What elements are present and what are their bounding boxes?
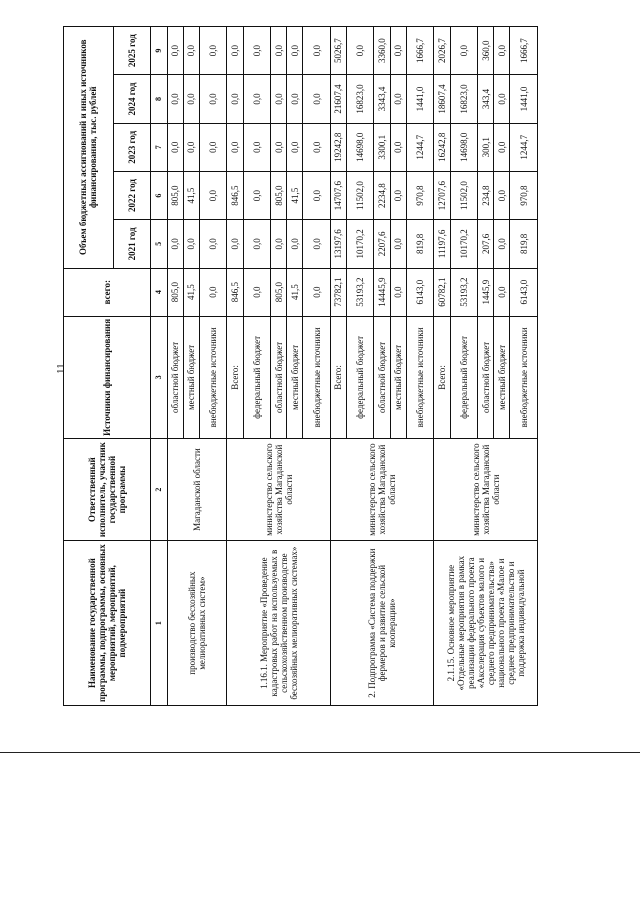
year-value-cell: 0,0 — [270, 220, 286, 268]
year-value-cell: 0,0 — [183, 220, 199, 268]
column-number-cell: 5 — [151, 220, 167, 268]
year-value-cell: 0,0 — [199, 220, 226, 268]
header-year-cell: 2025 год — [113, 27, 150, 75]
program-name-cell: производство бесхозяйных мелиоративных систем» — [167, 541, 227, 706]
year-value-cell: 14707,6 — [330, 171, 346, 219]
year-value-cell: 2026,7 — [434, 27, 450, 75]
funding-source-cell: местный бюджет — [390, 316, 406, 438]
year-value-cell: 0,0 — [199, 171, 226, 219]
funding-source-cell: федеральный бюджет — [243, 316, 270, 438]
funding-source-cell: местный бюджет — [287, 316, 303, 438]
column-numbers-row — [151, 27, 167, 706]
year-value-cell: 3300,1 — [374, 123, 390, 171]
column-number-cell: 3 — [151, 316, 167, 438]
year-value-cell: 0,0 — [183, 75, 199, 123]
total-value-cell: 805,0 — [167, 268, 183, 316]
year-value-cell: 0,0 — [167, 123, 183, 171]
year-value-cell: 11502,0 — [347, 171, 374, 219]
year-value-cell: 970,8 — [406, 171, 433, 219]
year-value-cell: 343,4 — [477, 75, 493, 123]
funding-source-cell: федеральный бюджет — [347, 316, 374, 438]
year-value-cell: 18607,4 — [434, 75, 450, 123]
header-year-cell: 2023 год — [113, 123, 150, 171]
year-value-cell: 0,0 — [494, 123, 510, 171]
year-value-cell: 0,0 — [167, 220, 183, 268]
year-value-cell: 0,0 — [303, 171, 330, 219]
table-row — [227, 27, 243, 706]
year-value-cell: 0,0 — [183, 27, 199, 75]
year-value-cell: 16823,0 — [450, 75, 477, 123]
total-value-cell: 6143,0 — [406, 268, 433, 316]
funding-source-cell: федеральный бюджет — [450, 316, 477, 438]
year-value-cell: 0,0 — [494, 171, 510, 219]
year-value-cell: 3360,0 — [374, 27, 390, 75]
year-value-cell: 0,0 — [303, 75, 330, 123]
year-value-cell: 0,0 — [494, 75, 510, 123]
total-value-cell: 73782,1 — [330, 268, 346, 316]
year-value-cell: 3343,4 — [374, 75, 390, 123]
column-number-cell: 4 — [151, 268, 167, 316]
year-value-cell: 1666,7 — [510, 27, 538, 75]
year-value-cell: 0,0 — [390, 27, 406, 75]
funding-source-cell: Всего: — [330, 316, 346, 438]
year-value-cell: 21607,4 — [330, 75, 346, 123]
year-value-cell: 819,8 — [510, 220, 538, 268]
column-number-cell: 2 — [151, 438, 167, 540]
funding-source-cell: областной бюджет — [167, 316, 183, 438]
year-value-cell: 0,0 — [390, 220, 406, 268]
year-value-cell: 2207,6 — [374, 220, 390, 268]
funding-source-cell: местный бюджет — [183, 316, 199, 438]
year-value-cell: 0,0 — [270, 27, 286, 75]
executor-cell: министерство сельского хозяйства Магаданской области — [227, 438, 330, 540]
year-value-cell: 0,0 — [303, 123, 330, 171]
executor-cell: министерство сельского хозяйства Магаданской области — [330, 438, 433, 540]
total-value-cell: 1445,9 — [477, 268, 493, 316]
total-value-cell: 0,0 — [390, 268, 406, 316]
total-value-cell: 6143,0 — [510, 268, 538, 316]
funding-source-cell: внебюджетные источники — [510, 316, 538, 438]
header-year-cell: 2024 год — [113, 75, 150, 123]
year-value-cell: 10170,2 — [450, 220, 477, 268]
year-value-cell: 0,0 — [494, 220, 510, 268]
budget-table — [63, 26, 538, 706]
year-value-cell: 360,0 — [477, 27, 493, 75]
program-name-cell: 1.16.1. Мероприятие «Проведение кадастровых работ на используемых в сельскохозяйственном производстве бесхозяйных мелиоративных системах» — [227, 541, 330, 706]
table-row — [167, 27, 183, 706]
year-value-cell: 0,0 — [243, 220, 270, 268]
year-value-cell: 0,0 — [243, 27, 270, 75]
column-number-cell: 9 — [151, 27, 167, 75]
total-value-cell: 14445,9 — [374, 268, 390, 316]
year-value-cell: 0,0 — [199, 75, 226, 123]
funding-source-cell: внебюджетные источники — [406, 316, 433, 438]
header-name-cell: Наименование государственной программы, подпрограммы, основных мероприятий, мероприятий, подмероприятий — [64, 541, 151, 706]
year-value-cell: 0,0 — [227, 75, 243, 123]
header-year-cell: 2021 год — [113, 220, 150, 268]
year-value-cell: 1244,7 — [406, 123, 433, 171]
header-year-cell: 2022 год — [113, 171, 150, 219]
year-value-cell: 0,0 — [287, 27, 303, 75]
funding-source-cell: внебюджетные источники — [303, 316, 330, 438]
year-value-cell: 0,0 — [167, 75, 183, 123]
executor-cell: Магаданской области — [167, 438, 227, 540]
footer-divider-line — [0, 752, 640, 753]
year-value-cell: 0,0 — [243, 75, 270, 123]
header-source-cell: Источники финансирования — [64, 316, 151, 438]
year-value-cell: 846,5 — [227, 171, 243, 219]
year-value-cell: 300,1 — [477, 123, 493, 171]
year-value-cell: 16242,8 — [434, 123, 450, 171]
total-value-cell: 53193,2 — [450, 268, 477, 316]
table-row — [330, 27, 346, 706]
year-value-cell: 0,0 — [227, 220, 243, 268]
column-number-cell: 6 — [151, 171, 167, 219]
header-executor-cell: Ответственный исполнитель, участник государственной программы — [64, 438, 151, 540]
year-value-cell: 0,0 — [303, 27, 330, 75]
funding-source-cell: областной бюджет — [270, 316, 286, 438]
year-value-cell: 10170,2 — [347, 220, 374, 268]
year-value-cell: 0,0 — [183, 123, 199, 171]
header-total-cell: всего: — [64, 268, 151, 316]
funding-source-cell: Всего: — [434, 316, 450, 438]
funding-source-cell: областной бюджет — [374, 316, 390, 438]
year-value-cell: 0,0 — [243, 123, 270, 171]
year-value-cell: 12707,6 — [434, 171, 450, 219]
year-value-cell: 970,8 — [510, 171, 538, 219]
total-value-cell: 0,0 — [303, 268, 330, 316]
header-row — [64, 27, 114, 706]
year-value-cell: 41,5 — [287, 171, 303, 219]
year-value-cell: 0,0 — [167, 27, 183, 75]
year-value-cell: 14698,0 — [450, 123, 477, 171]
year-value-cell: 0,0 — [303, 220, 330, 268]
year-value-cell: 0,0 — [287, 123, 303, 171]
year-value-cell: 11197,6 — [434, 220, 450, 268]
header-funding-cell: Объем бюджетных ассигнований и иных источников финансирования, тыс. рублей — [64, 27, 114, 269]
year-value-cell: 1666,7 — [406, 27, 433, 75]
year-value-cell: 805,0 — [270, 171, 286, 219]
year-value-cell: 0,0 — [270, 123, 286, 171]
year-value-cell: 0,0 — [270, 75, 286, 123]
year-value-cell: 0,0 — [390, 171, 406, 219]
year-value-cell: 2234,8 — [374, 171, 390, 219]
year-value-cell: 207,6 — [477, 220, 493, 268]
year-value-cell: 234,8 — [477, 171, 493, 219]
program-name-cell: 2.1.15. Основное мероприятие «Отдельные мероприятия в рамках реализации федерального проекта «Акселерация субъектов малого и среднего предпринимательства» национального проекта «Малое и среднее предпринимательство и поддержка индивидуальной — [434, 541, 538, 706]
table-row — [434, 27, 450, 706]
total-value-cell: 0,0 — [243, 268, 270, 316]
year-value-cell: 0,0 — [287, 75, 303, 123]
year-value-cell: 1441,0 — [406, 75, 433, 123]
year-value-cell: 0,0 — [390, 123, 406, 171]
column-number-cell: 8 — [151, 75, 167, 123]
year-value-cell: 14698,0 — [347, 123, 374, 171]
funding-source-cell: Всего: — [227, 316, 243, 438]
year-value-cell: 0,0 — [227, 27, 243, 75]
year-value-cell: 1441,0 — [510, 75, 538, 123]
year-value-cell: 0,0 — [199, 123, 226, 171]
year-value-cell: 5026,7 — [330, 27, 346, 75]
total-value-cell: 41,5 — [287, 268, 303, 316]
year-value-cell: 0,0 — [494, 27, 510, 75]
year-value-cell: 805,0 — [167, 171, 183, 219]
year-value-cell: 0,0 — [243, 171, 270, 219]
year-value-cell: 41,5 — [183, 171, 199, 219]
total-value-cell: 41,5 — [183, 268, 199, 316]
total-value-cell: 0,0 — [199, 268, 226, 316]
year-value-cell: 13197,6 — [330, 220, 346, 268]
program-name-cell: 2. Подпрограмма «Система поддержки фермеров и развитие сельской кооперации» — [330, 541, 433, 706]
funding-source-cell: областной бюджет — [477, 316, 493, 438]
total-value-cell: 846,5 — [227, 268, 243, 316]
year-value-cell: 16823,0 — [347, 75, 374, 123]
year-value-cell: 11502,0 — [450, 171, 477, 219]
total-value-cell: 60782,1 — [434, 268, 450, 316]
year-value-cell: 0,0 — [199, 27, 226, 75]
year-value-cell: 0,0 — [287, 220, 303, 268]
total-value-cell: 53193,2 — [347, 268, 374, 316]
year-value-cell: 19242,8 — [330, 123, 346, 171]
column-number-cell: 1 — [151, 541, 167, 706]
total-value-cell: 0,0 — [494, 268, 510, 316]
year-value-cell: 819,8 — [406, 220, 433, 268]
rotated-table-container — [63, 26, 538, 706]
total-value-cell: 805,0 — [270, 268, 286, 316]
year-value-cell: 0,0 — [390, 75, 406, 123]
year-value-cell: 0,0 — [347, 27, 374, 75]
year-value-cell: 1244,7 — [510, 123, 538, 171]
funding-source-cell: внебюджетные источники — [199, 316, 226, 438]
page-number: 11 — [55, 363, 67, 374]
year-value-cell: 0,0 — [227, 123, 243, 171]
column-number-cell: 7 — [151, 123, 167, 171]
year-value-cell: 0,0 — [450, 27, 477, 75]
executor-cell: министерство сельского хозяйства Магаданской области — [434, 438, 538, 540]
funding-source-cell: местный бюджет — [494, 316, 510, 438]
